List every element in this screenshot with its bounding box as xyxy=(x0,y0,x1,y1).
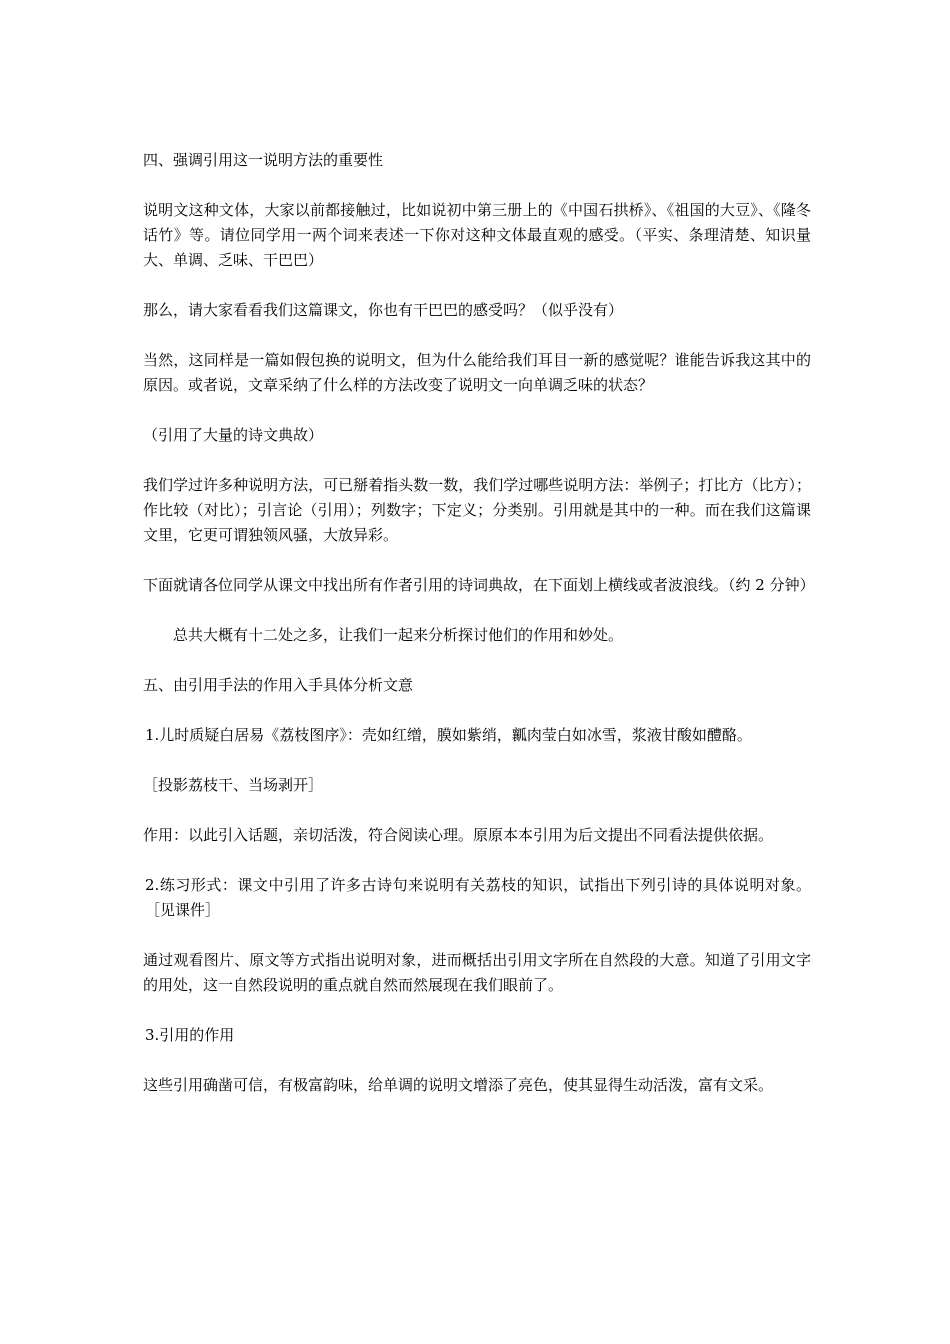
paragraph-projection-note: ［投影荔枝干、当场剥开］ xyxy=(143,776,324,794)
item-3-function: 3.引用的作用 xyxy=(145,1026,235,1044)
paragraph-task: 下面就请各位同学从课文中找出所有作者引用的诗词典故，在下面划上横线或者波浪线。（约 2 分钟） xyxy=(143,576,815,594)
paragraph-answer-quotes: （引用了大量的诗文典故） xyxy=(143,426,324,444)
paragraph-observe: 通过观看图片、原文等方式指出说明对象，进而概括出引用文字所在自然段的大意。知道了引用文字的用处，这一自然段说明的重点就自然而然展现在我们眼前了。 xyxy=(143,951,811,994)
item-2-exercise: 2.练习形式：课文中引用了许多古诗句来说明有关荔枝的知识，试指出下列引诗的具体说明对象。［见课件］ xyxy=(145,876,811,919)
paragraph-expository-intro: 说明文这种文体，大家以前都接触过，比如说初中第三册上的《中国石拱桥》、《祖国的大豆》、《隆冬话竹》等。请位同学用一两个词来表述一下你对这种文体最直观的感受。（平实、条理清楚、知识量大、单调、乏味、干巴巴） xyxy=(143,201,811,269)
paragraph-twelve-places: 总共大概有十二处之多，让我们一起来分析探讨他们的作用和妙处。 xyxy=(173,626,624,644)
item-1-baijuyi: 1.儿时质疑白居易《荔枝图序》：壳如红缯，膜如紫绡，瓤肉莹白如冰雪，浆液甘酸如醴酪。 xyxy=(145,726,752,744)
section-heading-5: 五、由引用手法的作用入手具体分析文意 xyxy=(143,676,414,694)
section-heading-4: 四、强调引用这一说明方法的重要性 xyxy=(143,151,384,169)
paragraph-question-dry: 那么，请大家看看我们这篇课文，你也有干巴巴的感受吗？（似乎没有） xyxy=(143,301,624,319)
paragraph-effect: 作用：以此引入话题，亲切活泼，符合阅读心理。原原本本引用为后文提出不同看法提供依据。 xyxy=(143,826,774,844)
paragraph-methods: 我们学过许多种说明方法，可已掰着指头数一数，我们学过哪些说明方法：举例子；打比方（比方）；作比较（对比）；引言论（引用）；列数字；下定义；分类别。引用就是其中的一种。而在我们这篇课文里，它更可谓独领风骚，大放异彩。 xyxy=(143,476,811,544)
document-page xyxy=(143,148,815,1123)
paragraph-conclusion: 这些引用确凿可信，有极富韵味，给单调的说明文增添了亮色，使其显得生动活泼，富有文采。 xyxy=(143,1076,774,1094)
paragraph-why-fresh: 当然，这同样是一篇如假包换的说明文，但为什么能给我们耳目一新的感觉呢？谁能告诉我这其中的原因。或者说，文章采纳了什么样的方法改变了说明文一向单调乏味的状态？ xyxy=(143,351,811,394)
